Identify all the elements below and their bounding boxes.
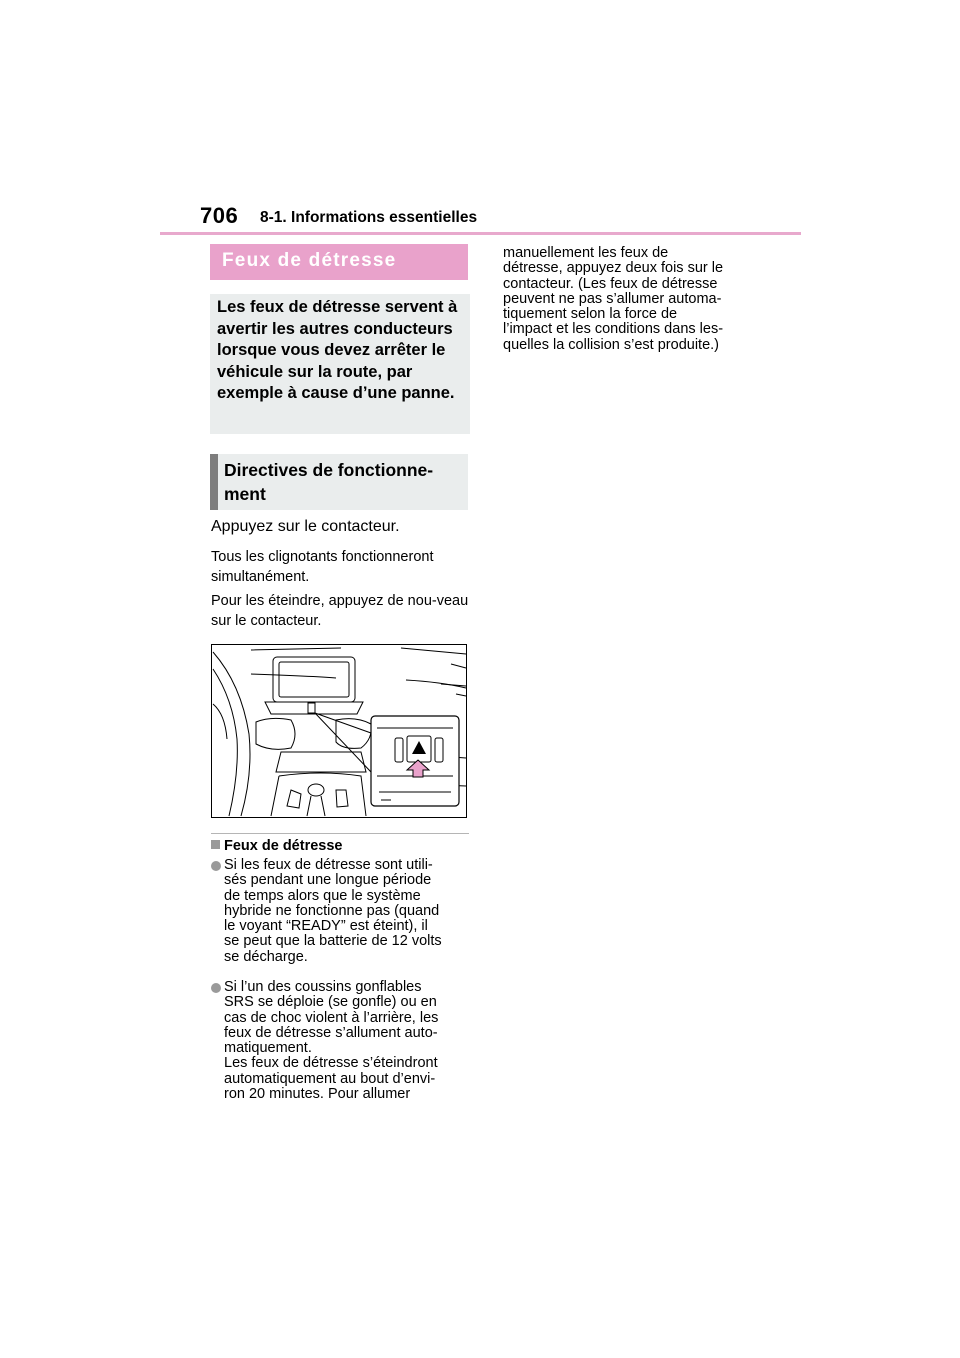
info-divider — [211, 833, 469, 834]
list-item-text: Si l’un des coussins gonflables SRS se déploie (se gonfle) ou en cas de choc violent à l’arrière, les feux de détresse s’allument auto- matiquement. Les feux de détresse s’éteindront automatiquement au bout d’envi- ron 20 minutes. Pour allumer — [224, 979, 439, 1103]
list-item-text: Si les feux de détresse sont utili- sés pendant une longue période de temps alors que le système hybride ne fonctionne pas (quand le voyant “READY” est éteint), il se peut que la batterie de 12 volts se décharge. — [224, 857, 442, 965]
dashboard-illustration — [211, 644, 467, 818]
intro-box — [210, 294, 470, 434]
bullet-dot-icon — [211, 983, 221, 993]
intro-text: Les feux de détresse servent à avertir les autres conducteurs lorsque vous devez arrêter le véhicule sur la route, par exemple à cause d’une panne. — [217, 298, 458, 402]
note-text: Tous les clignotants fonctionneront simultanément. — [211, 549, 434, 585]
square-bullet-icon — [211, 840, 220, 849]
section-title: 8-1. Informations essentielles — [260, 209, 478, 226]
page-title: Feux de détresse — [222, 250, 397, 271]
directives-heading-box — [210, 454, 468, 510]
info-heading — [211, 838, 342, 854]
title-banner — [210, 244, 468, 280]
directives-accent-bar — [210, 454, 218, 510]
note-text: Pour les éteindre, appuyez de nou-veau sur le contacteur. — [211, 593, 469, 629]
header-rule — [160, 232, 801, 235]
continued-text: manuellement les feux de détresse, appuyez deux fois sur le contacteur. (Les feux de détresse peuvent ne pas s’allumer automa- tiquement selon la force de l’impact et les conditions dans les- quelles la collision s’est produite.) — [503, 245, 724, 353]
directives-heading: Directives de fonctionne- ment — [224, 460, 434, 504]
instruction-text: Appuyez sur le contacteur. — [211, 518, 400, 535]
list-item — [211, 858, 473, 978]
info-heading-text: Feux de détresse — [224, 838, 343, 854]
page-number: 706 — [200, 203, 239, 228]
bullet-dot-icon — [211, 861, 221, 871]
list-item — [211, 980, 473, 1110]
